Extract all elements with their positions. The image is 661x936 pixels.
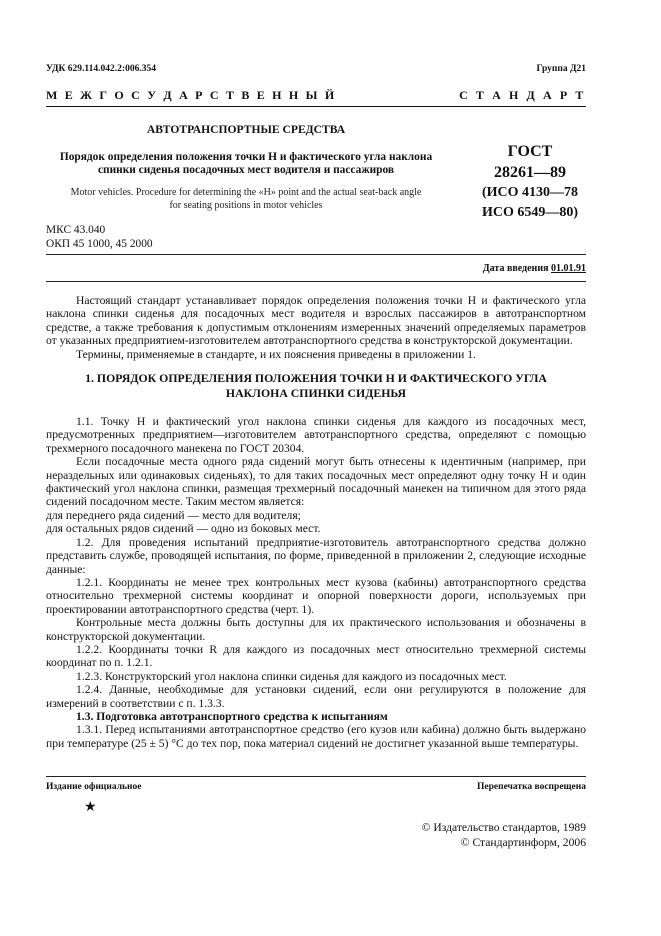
intro-date-label: Дата введения bbox=[482, 263, 549, 274]
intro-paragraph-2: Термины, применяемые в стандарте, и их пояснения приведены в приложении 1. bbox=[76, 347, 476, 361]
intro-date-value: 01.01.91 bbox=[551, 263, 586, 274]
clause-1-2-4: 1.2.4. Данные, необходимые для установки сидений, если они регулируются в положение для измерений в соответствии с п. 1.3.3. bbox=[46, 683, 586, 710]
section-1-heading-line-1: 1. ПОРЯДОК ОПРЕДЕЛЕНИЯ ПОЛОЖЕНИЯ ТОЧКИ H И ФАКТИЧЕСКОГО УГЛА bbox=[85, 371, 547, 386]
copyright-line-1: © Издательство стандартов, 1989 bbox=[421, 821, 586, 834]
reprint-prohibited: Перепечатка воспрещена bbox=[476, 782, 586, 792]
title-line-2: спинки сиденья посадочных мест водителя и пассажиров bbox=[97, 164, 395, 176]
banner-interstate: М Е Ж Г О С У Д А Р С Т В Е Н Н Ы Й bbox=[46, 88, 337, 102]
mks-code: МКС 43.040 bbox=[46, 224, 106, 236]
clause-1-3-1: 1.3.1. Перед испытаниями автотранспортное средство (его кузов или кабина) должно быть выдержано при температуре (25 ± 5) °С до тех пор, пока материал сидений не достигнет указанной выше температуры. bbox=[46, 723, 586, 750]
okp-code: ОКП 45 1000, 45 2000 bbox=[46, 237, 153, 250]
intro-paragraph-1: Настоящий стандарт устанавливает порядок определения положения точки H и фактического угла наклона спинки сиденья для посадочных мест водителя и взрослых пассажиров в автотранспортном средстве, а также требования к допустимым отклонениям измеренных значений определяемых параметров от указанных предприятием-изготовителем автотранспортного средства в конструкторской документации. bbox=[46, 294, 586, 348]
clause-front-row: для переднего ряда сидений — место для водителя; bbox=[46, 508, 301, 522]
category-title: АВТОТРАНСПОРТНЫЕ СРЕДСТВА bbox=[146, 123, 346, 136]
body-text bbox=[46, 294, 586, 750]
clause-control-points: Контрольные места должны быть доступны для их практического использования и обозначены в конструкторской документации. bbox=[46, 616, 586, 643]
copyright-line-2: © Стандартинформ, 2006 bbox=[460, 836, 586, 849]
group-code: Группа Д21 bbox=[536, 64, 586, 74]
official-edition: Издание официальное bbox=[46, 782, 142, 792]
footer-rule bbox=[46, 776, 586, 777]
star-icon: ★ bbox=[84, 800, 97, 815]
clause-identical-seats: Если посадочные места одного ряда сидений могут быть отнесены к идентичным (например, при нераздельных или одинаковых сиденьях), то для таких посадочных мест определяют одну точку H и один фактический угол наклона спинки, размещая трехмерный посадочный манекен на типичном для этого ряда сидений посадочном месте. Таким местом является: bbox=[46, 455, 586, 509]
section-1-heading bbox=[46, 371, 586, 401]
gost-label: ГОСТ bbox=[507, 143, 553, 160]
iso-reference-2: ИСО 6549—80) bbox=[481, 205, 579, 220]
classifier-codes bbox=[46, 224, 153, 251]
clause-other-rows: для остальных рядов сидений — одно из боковых мест. bbox=[46, 522, 321, 536]
clause-1-1: 1.1. Точку H и фактический угол наклона спинки сиденья для каждого из посадочных мест, предусмотренных предприятием—изготовителем автотранспортного средства, определяют с помощью трехмерного посадочного манекена по ГОСТ 20304. bbox=[46, 415, 586, 455]
banner-standard: С Т А Н Д А Р Т bbox=[459, 88, 586, 102]
clause-1-2-1: 1.2.1. Координаты не менее трех контрольных мест кузова (кабины) автотранспортного средства относительно трехмерной системы координат и опорной поверхности дороги, используемых при проектировании автотранспортного средства (черт. 1). bbox=[46, 575, 586, 616]
iso-reference-1: (ИСО 4130—78 bbox=[481, 185, 579, 200]
gost-number: 28261—89 bbox=[494, 164, 566, 181]
intro-date bbox=[483, 263, 586, 274]
udk-code: УДК 629.114.042.2:006.354 bbox=[46, 64, 156, 74]
title-line-1: Порядок определения положения точки H и фактического угла наклона bbox=[59, 151, 433, 163]
date-rule bbox=[46, 281, 586, 282]
gost-designation bbox=[470, 141, 590, 223]
english-title-line-1: Motor vehicles. Procedure for determining the «H» point and the actual seat-back angle bbox=[70, 187, 422, 198]
english-title bbox=[46, 186, 446, 212]
clause-1-3-heading: 1.3. Подготовка автотранспортного средства к испытаниям bbox=[76, 709, 388, 723]
header-rule bbox=[46, 106, 586, 107]
copyright-block bbox=[422, 820, 586, 850]
document-title bbox=[46, 151, 446, 177]
clause-1-2-2: 1.2.2. Координаты точки R для каждого из посадочных мест относительно трехмерной системы координат по п. 1.2.1. bbox=[46, 642, 586, 670]
english-title-line-2: for seating positions in motor vehicles bbox=[169, 200, 323, 211]
clause-1-2-3: 1.2.3. Конструкторский угол наклона спинки сиденья для каждого из посадочных мест. bbox=[76, 669, 507, 683]
clause-1-2: 1.2. Для проведения испытаний предприятие-изготовитель автотранспортного средства должно представить службе, проводящей испытания, по форме, приведенной в приложении 2, следующие исходные данные: bbox=[46, 535, 586, 576]
classifier-rule bbox=[46, 254, 586, 255]
section-1-heading-line-2: НАКЛОНА СПИНКИ СИДЕНЬЯ bbox=[225, 386, 407, 401]
